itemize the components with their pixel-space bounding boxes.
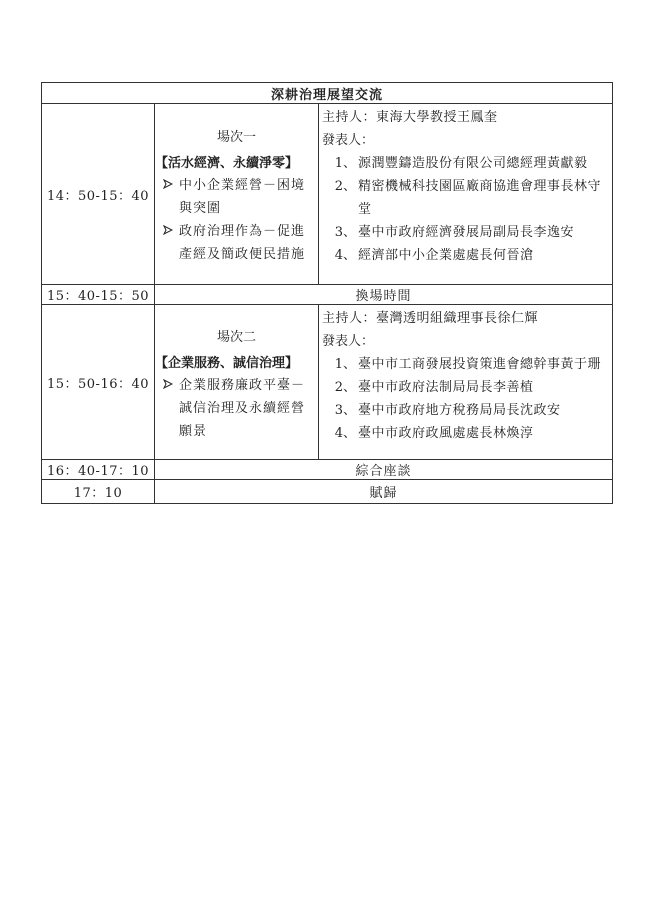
session2-bullet-text: 企業服務廉政平臺－誠信治理及永續經營願景 (179, 377, 306, 439)
session2-theme: 【企業服務、誠信治理】 (155, 355, 299, 371)
break-row (42, 285, 613, 305)
presenter-item (322, 399, 608, 422)
break-text: 換場時間 (155, 285, 613, 305)
title-row (42, 83, 613, 104)
session1-time: 14：50-15：40 (42, 104, 155, 285)
presenter-text: 精密機械科技園區廠商協進會理事長林守堂 (358, 179, 602, 217)
session1-bullet (157, 220, 316, 266)
arrowhead-bullet-icon (157, 374, 179, 443)
presenter-item (322, 175, 608, 221)
presenter-number: 2、 (334, 179, 356, 194)
session2-time: 15：50-16：40 (42, 305, 155, 460)
session1-host: 主持人：東海大學教授王鳳奎 (322, 110, 498, 125)
session1-label: 場次一 (216, 130, 256, 145)
presenter-item (322, 422, 608, 445)
presenter-number: 1、 (334, 357, 356, 372)
presenter-number: 4、 (334, 426, 356, 441)
table-title: 深耕治理展望交流 (42, 83, 613, 104)
session1-theme: 【活水經濟、永續淨零】 (155, 156, 299, 171)
closing-time: 17：10 (42, 480, 155, 504)
session1-bullet-text: 中小企業經營－困境與突圍 (179, 178, 306, 216)
closing-row (42, 480, 613, 504)
presenter-number: 4、 (334, 248, 356, 263)
session2-host: 主持人：臺灣透明組織理事長徐仁輝 (322, 311, 539, 326)
presenter-number: 3、 (334, 403, 356, 418)
presenter-text: 臺中市政府法制局局長李善植 (358, 380, 534, 395)
session1-row (42, 104, 613, 285)
session2-presenters-label: 發表人： (322, 334, 375, 349)
session1-topic (155, 104, 319, 285)
presenter-item (322, 152, 608, 175)
agenda-table (41, 82, 613, 504)
session1-bullet (157, 174, 316, 220)
presenter-number: 3、 (334, 225, 356, 240)
break-time: 15：40-15：50 (42, 285, 155, 305)
arrowhead-bullet-icon (157, 220, 179, 266)
presenter-item (322, 221, 608, 244)
session1-presenters-label: 發表人： (322, 133, 375, 148)
presenter-item (322, 353, 608, 376)
session2-label: 場次二 (216, 329, 256, 345)
forum-text: 綜合座談 (155, 460, 613, 480)
presenter-item (322, 376, 608, 399)
closing-text: 賦歸 (155, 480, 613, 504)
session2-row (42, 305, 613, 460)
presenter-item (322, 244, 608, 267)
presenter-text: 源潤豐鑄造股份有限公司總經理黃獻毅 (358, 156, 588, 171)
session2-topic (155, 305, 319, 460)
arrowhead-bullet-icon (157, 174, 179, 220)
presenter-text: 臺中市工商發展投資策進會總幹事黃于珊 (358, 357, 602, 372)
presenter-text: 臺中市政府經濟發展局副局長李逸安 (358, 225, 575, 240)
forum-time: 16：40-17：10 (42, 460, 155, 480)
session1-bullet-text: 政府治理作為－促進產經及簡政便民措施 (179, 224, 306, 262)
presenter-number: 2、 (334, 380, 356, 395)
presenter-text: 臺中市政府政風處處長林煥淳 (358, 426, 534, 441)
presenter-text: 經濟部中小企業處處長何晉滄 (358, 248, 534, 263)
session2-speakers (319, 305, 613, 460)
presenter-number: 1、 (334, 156, 356, 171)
session1-speakers (319, 104, 613, 285)
session2-bullet (157, 374, 316, 443)
forum-row (42, 460, 613, 480)
presenter-text: 臺中市政府地方稅務局局長沈政安 (358, 403, 561, 418)
